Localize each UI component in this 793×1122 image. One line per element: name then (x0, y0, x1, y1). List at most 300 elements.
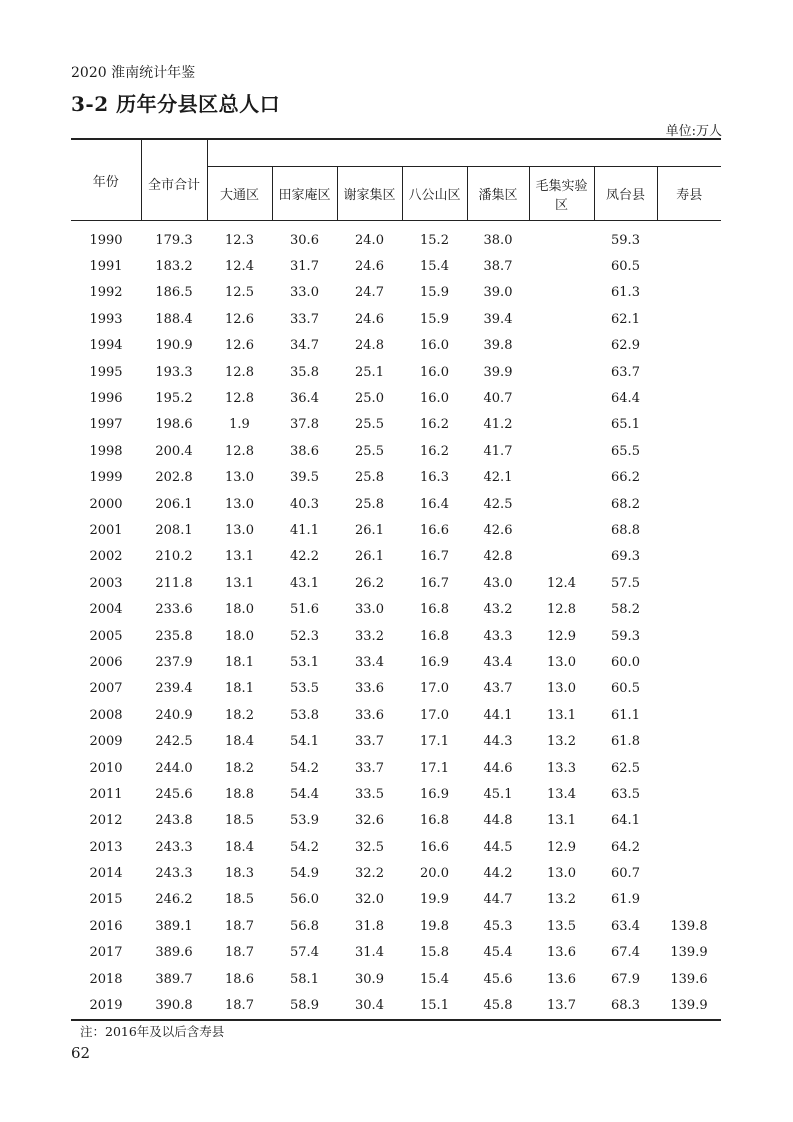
value-cell: 63.5 (611, 786, 640, 802)
value-cell (529, 221, 594, 254)
value-cell: 211.8 (155, 575, 193, 591)
value-cell (657, 385, 721, 411)
value-cell: 17.1 (420, 734, 449, 750)
value-cell: 12.5 (225, 285, 254, 301)
value-cell: 13.0 (225, 496, 254, 512)
value-cell: 69.3 (611, 549, 640, 565)
value-cell: 62.1 (611, 311, 640, 327)
table-row (71, 887, 721, 913)
district-header: 寿县 (657, 167, 721, 221)
value-cell: 44.6 (483, 760, 513, 776)
value-cell: 58.9 (272, 992, 337, 1019)
year-cell: 1991 (89, 259, 123, 275)
value-cell: 41.7 (483, 443, 513, 459)
table-row (71, 253, 721, 279)
value-cell: 242.5 (155, 734, 193, 750)
value-cell: 44.8 (483, 813, 513, 829)
value-cell: 43.7 (483, 681, 513, 697)
table-row (71, 596, 721, 622)
value-cell: 67.4 (611, 945, 640, 961)
value-cell: 16.9 (420, 654, 449, 670)
value-cell: 235.8 (155, 628, 193, 644)
value-cell: 18.1 (225, 681, 254, 697)
value-cell: 33.2 (355, 628, 384, 644)
value-cell (657, 570, 721, 596)
value-cell: 12.9 (547, 628, 576, 644)
value-cell: 43.0 (483, 575, 513, 591)
value-cell (657, 623, 721, 649)
value-cell: 53.5 (290, 681, 319, 697)
value-cell: 32.0 (355, 892, 384, 908)
value-cell: 54.4 (290, 786, 319, 802)
value-cell: 60.5 (611, 259, 640, 275)
value-cell: 16.8 (420, 602, 449, 618)
value-cell: 240.9 (155, 707, 193, 723)
district-header: 大通区 (207, 167, 272, 221)
value-cell: 17.0 (420, 681, 449, 697)
value-cell (657, 333, 721, 359)
value-cell: 15.8 (420, 945, 449, 961)
value-cell: 44.2 (483, 866, 513, 882)
table-row (71, 966, 721, 992)
value-cell: 206.1 (155, 496, 193, 512)
value-cell: 54.2 (290, 839, 319, 855)
year-cell: 1990 (89, 232, 123, 248)
district-header: 潘集区 (467, 167, 529, 221)
value-cell: 17.1 (420, 760, 449, 776)
value-cell: 65.5 (611, 443, 640, 459)
total-header: 全市合计 (141, 139, 207, 221)
value-cell (657, 221, 721, 254)
value-cell: 42.6 (483, 522, 513, 538)
value-cell: 58.1 (290, 971, 319, 987)
value-cell: 20.0 (420, 866, 449, 882)
value-cell: 63.7 (611, 364, 640, 380)
value-cell: 59.3 (611, 628, 640, 644)
value-cell: 18.6 (225, 971, 254, 987)
value-cell: 24.6 (355, 311, 384, 327)
population-table (71, 138, 721, 1021)
table-row (71, 359, 721, 385)
value-cell: 64.4 (611, 391, 640, 407)
value-cell (657, 438, 721, 464)
value-cell: 43.1 (290, 575, 319, 591)
year-cell: 2016 (89, 918, 123, 934)
value-cell: 18.5 (225, 813, 254, 829)
district-header: 田家庵区 (272, 167, 337, 221)
year-cell: 1996 (89, 391, 123, 407)
value-cell: 18.0 (225, 602, 254, 618)
year-cell: 1995 (89, 364, 123, 380)
value-cell: 53.9 (290, 813, 319, 829)
value-cell: 36.4 (290, 391, 319, 407)
value-cell: 25.8 (355, 496, 384, 512)
value-cell (529, 412, 594, 438)
table-row (71, 385, 721, 411)
value-cell: 186.5 (155, 285, 193, 301)
value-cell: 26.1 (355, 522, 384, 538)
value-cell (657, 702, 721, 728)
table-row (71, 438, 721, 464)
value-cell: 16.0 (420, 364, 449, 380)
value-cell: 18.4 (225, 734, 254, 750)
value-cell: 12.8 (225, 443, 254, 459)
value-cell (529, 385, 594, 411)
value-cell: 13.0 (225, 522, 254, 538)
value-cell: 16.2 (420, 417, 449, 433)
value-cell: 54.2 (290, 760, 319, 776)
value-cell: 52.3 (290, 628, 319, 644)
value-cell: 61.9 (611, 892, 640, 908)
value-cell (529, 465, 594, 491)
value-cell: 68.3 (594, 992, 657, 1019)
value-cell: 13.1 (225, 549, 254, 565)
value-cell (657, 728, 721, 754)
value-cell: 246.2 (155, 892, 193, 908)
value-cell (657, 491, 721, 517)
value-cell: 53.8 (290, 707, 319, 723)
year-cell: 2007 (89, 681, 123, 697)
value-cell: 389.1 (155, 918, 193, 934)
value-cell: 16.8 (420, 813, 449, 829)
value-cell: 237.9 (155, 654, 193, 670)
value-cell: 17.0 (420, 707, 449, 723)
value-cell: 33.0 (355, 602, 384, 618)
value-cell: 13.0 (225, 470, 254, 486)
unit-label: 单位:万人 (665, 124, 722, 139)
value-cell: 68.8 (611, 522, 640, 538)
year-cell: 1999 (89, 470, 123, 486)
value-cell: 56.0 (290, 892, 319, 908)
value-cell (529, 491, 594, 517)
value-cell: 16.0 (420, 391, 449, 407)
value-cell: 15.4 (420, 259, 449, 275)
year-cell: 2010 (89, 760, 123, 776)
value-cell: 139.9 (657, 992, 721, 1019)
value-cell: 179.3 (155, 232, 193, 248)
running-head: 2020 淮南统计年鉴 (71, 65, 196, 81)
value-cell: 245.6 (155, 786, 193, 802)
value-cell: 19.9 (420, 892, 449, 908)
value-cell: 139.6 (670, 971, 708, 987)
table-row (71, 834, 721, 860)
value-cell: 38.6 (290, 443, 319, 459)
value-cell: 12.4 (225, 259, 254, 275)
value-cell: 35.8 (290, 364, 319, 380)
value-cell: 15.4 (420, 971, 449, 987)
value-cell: 58.2 (611, 602, 640, 618)
value-cell: 67.9 (611, 971, 640, 987)
value-cell: 190.9 (155, 338, 193, 354)
value-cell: 13.6 (547, 971, 576, 987)
value-cell: 18.2 (225, 760, 254, 776)
value-cell (529, 359, 594, 385)
value-cell: 44.1 (483, 707, 513, 723)
value-cell: 33.7 (355, 760, 384, 776)
value-cell: 33.7 (290, 311, 319, 327)
value-cell: 13.4 (547, 786, 576, 802)
value-cell: 13.2 (547, 892, 576, 908)
year-cell: 1994 (89, 338, 123, 354)
value-cell: 42.2 (290, 549, 319, 565)
value-cell: 57.5 (611, 575, 640, 591)
value-cell: 389.7 (155, 971, 193, 987)
value-cell: 18.7 (225, 918, 254, 934)
value-cell: 243.3 (155, 866, 193, 882)
value-cell (657, 412, 721, 438)
year-cell: 2011 (89, 786, 123, 802)
value-cell: 24.7 (355, 285, 384, 301)
value-cell: 60.0 (611, 654, 640, 670)
value-cell: 13.0 (547, 654, 576, 670)
value-cell: 16.0 (420, 338, 449, 354)
value-cell: 40.7 (483, 391, 513, 407)
table-row (71, 412, 721, 438)
value-cell: 61.3 (611, 285, 640, 301)
value-cell: 45.4 (483, 945, 513, 961)
value-cell: 15.1 (402, 992, 467, 1019)
value-cell (657, 808, 721, 834)
value-cell: 30.4 (337, 992, 402, 1019)
value-cell: 13.1 (547, 813, 576, 829)
value-cell: 54.1 (290, 734, 319, 750)
value-cell: 39.9 (483, 364, 513, 380)
value-cell: 16.3 (420, 470, 449, 486)
table-row (71, 623, 721, 649)
value-cell: 12.6 (225, 338, 254, 354)
value-cell: 12.6 (225, 311, 254, 327)
district-header: 凤台县 (594, 167, 657, 221)
value-cell (529, 544, 594, 570)
value-cell: 45.6 (483, 971, 513, 987)
value-cell: 202.8 (155, 470, 193, 486)
value-cell: 30.6 (290, 232, 319, 248)
value-cell: 139.9 (670, 945, 708, 961)
value-cell: 139.8 (670, 918, 708, 934)
value-cell: 13.1 (225, 575, 254, 591)
value-cell: 16.7 (420, 575, 449, 591)
value-cell: 16.6 (420, 839, 449, 855)
value-cell: 33.7 (355, 734, 384, 750)
table-row (71, 517, 721, 543)
value-cell: 42.5 (483, 496, 513, 512)
year-cell: 2018 (89, 971, 123, 987)
value-cell: 13.1 (547, 707, 576, 723)
value-cell: 39.0 (483, 285, 513, 301)
value-cell (657, 676, 721, 702)
year-cell: 2001 (89, 522, 123, 538)
year-cell: 2012 (89, 813, 123, 829)
value-cell: 200.4 (155, 443, 193, 459)
table-row (71, 280, 721, 306)
year-header: 年份 (71, 139, 141, 221)
year-cell: 2008 (89, 707, 123, 723)
value-cell: 16.4 (420, 496, 449, 512)
value-cell: 15.2 (420, 232, 449, 248)
year-cell: 1993 (89, 311, 123, 327)
value-cell: 389.6 (155, 945, 193, 961)
value-cell: 54.9 (290, 866, 319, 882)
value-cell: 13.2 (547, 734, 576, 750)
value-cell: 13.6 (547, 945, 576, 961)
value-cell (657, 306, 721, 332)
value-cell: 19.8 (420, 918, 449, 934)
value-cell: 68.2 (611, 496, 640, 512)
value-cell: 18.7 (207, 992, 272, 1019)
year-cell: 2005 (89, 628, 123, 644)
year-cell: 1997 (89, 417, 123, 433)
value-cell: 45.1 (483, 786, 513, 802)
value-cell: 13.3 (547, 760, 576, 776)
year-cell: 1998 (89, 443, 123, 459)
table-row (71, 702, 721, 728)
value-cell: 13.7 (529, 992, 594, 1019)
value-cell: 44.7 (483, 892, 513, 908)
value-cell: 39.8 (483, 338, 513, 354)
value-cell: 25.5 (355, 443, 384, 459)
value-cell: 43.3 (483, 628, 513, 644)
value-cell (657, 755, 721, 781)
value-cell: 33.4 (355, 654, 384, 670)
value-cell: 12.9 (547, 839, 576, 855)
value-cell (657, 544, 721, 570)
value-cell (657, 359, 721, 385)
table-row (71, 755, 721, 781)
year-cell: 2002 (89, 549, 123, 565)
value-cell: 183.2 (155, 259, 193, 275)
value-cell: 13.0 (547, 866, 576, 882)
table-row (71, 728, 721, 754)
district-header: 谢家集区 (337, 167, 402, 221)
table-row (71, 913, 721, 939)
table-row (71, 221, 721, 254)
value-cell: 13.5 (547, 918, 576, 934)
value-cell (529, 517, 594, 543)
value-cell: 33.6 (355, 681, 384, 697)
year-cell: 2017 (89, 945, 123, 961)
value-cell: 244.0 (155, 760, 193, 776)
value-cell: 62.5 (611, 760, 640, 776)
value-cell: 61.8 (611, 734, 640, 750)
table-row (71, 491, 721, 517)
value-cell: 390.8 (141, 992, 207, 1019)
year-cell: 2009 (89, 734, 123, 750)
value-cell: 59.3 (611, 232, 640, 248)
value-cell: 33.0 (290, 285, 319, 301)
table-row (71, 570, 721, 596)
value-cell: 25.0 (355, 391, 384, 407)
value-cell (657, 834, 721, 860)
value-cell: 198.6 (155, 417, 193, 433)
value-cell: 16.2 (420, 443, 449, 459)
value-cell: 188.4 (155, 311, 193, 327)
value-cell: 31.4 (355, 945, 384, 961)
year-cell: 2015 (89, 892, 123, 908)
value-cell (657, 596, 721, 622)
value-cell: 210.2 (155, 549, 193, 565)
district-group-header (207, 139, 721, 167)
table-row (71, 940, 721, 966)
value-cell: 208.1 (155, 522, 193, 538)
value-cell: 60.5 (611, 681, 640, 697)
district-header: 八公山区 (402, 167, 467, 221)
value-cell: 66.2 (611, 470, 640, 486)
value-cell (657, 860, 721, 886)
table-body (71, 221, 721, 1020)
value-cell: 26.2 (355, 575, 384, 591)
table-row (71, 676, 721, 702)
value-cell: 44.3 (483, 734, 513, 750)
value-cell: 26.1 (355, 549, 384, 565)
value-cell (657, 465, 721, 491)
value-cell: 195.2 (155, 391, 193, 407)
value-cell: 24.6 (355, 259, 384, 275)
year-cell: 2003 (89, 575, 123, 591)
page-number: 62 (71, 1044, 91, 1062)
value-cell: 193.3 (155, 364, 193, 380)
value-cell (657, 280, 721, 306)
value-cell (657, 517, 721, 543)
value-cell (529, 438, 594, 464)
value-cell: 43.2 (483, 602, 513, 618)
value-cell (529, 333, 594, 359)
value-cell: 31.8 (355, 918, 384, 934)
value-cell: 1.9 (229, 417, 250, 433)
value-cell: 39.4 (483, 311, 513, 327)
year-cell: 1992 (89, 285, 123, 301)
table-row (71, 544, 721, 570)
district-header: 毛集实验区 (529, 167, 594, 221)
value-cell: 18.3 (225, 866, 254, 882)
value-cell: 24.0 (355, 232, 384, 248)
value-cell: 25.5 (355, 417, 384, 433)
value-cell: 32.5 (355, 839, 384, 855)
table-row (71, 649, 721, 675)
value-cell: 33.6 (355, 707, 384, 723)
value-cell: 12.8 (547, 602, 576, 618)
value-cell: 40.3 (290, 496, 319, 512)
value-cell: 37.8 (290, 417, 319, 433)
value-cell: 65.1 (611, 417, 640, 433)
table-row (71, 781, 721, 807)
value-cell: 18.8 (225, 786, 254, 802)
value-cell: 41.2 (483, 417, 513, 433)
year-cell: 2019 (71, 992, 141, 1019)
table-title: 3-2 历年分县区总人口 (71, 92, 281, 116)
value-cell: 12.8 (225, 364, 254, 380)
value-cell: 18.1 (225, 654, 254, 670)
value-cell: 64.2 (611, 839, 640, 855)
value-cell: 233.6 (155, 602, 193, 618)
table-row (71, 306, 721, 332)
value-cell: 243.3 (155, 839, 193, 855)
table-row (71, 860, 721, 886)
footnote: 注：2016年及以后含寿县 (80, 1024, 225, 1039)
value-cell: 18.0 (225, 628, 254, 644)
value-cell: 243.8 (155, 813, 193, 829)
value-cell (657, 781, 721, 807)
value-cell: 63.4 (611, 918, 640, 934)
value-cell: 64.1 (611, 813, 640, 829)
value-cell: 33.5 (355, 786, 384, 802)
value-cell: 31.7 (290, 259, 319, 275)
value-cell: 25.8 (355, 470, 384, 486)
value-cell: 62.9 (611, 338, 640, 354)
value-cell: 51.6 (290, 602, 319, 618)
value-cell: 239.4 (155, 681, 193, 697)
value-cell: 16.8 (420, 628, 449, 644)
value-cell: 44.5 (483, 839, 513, 855)
